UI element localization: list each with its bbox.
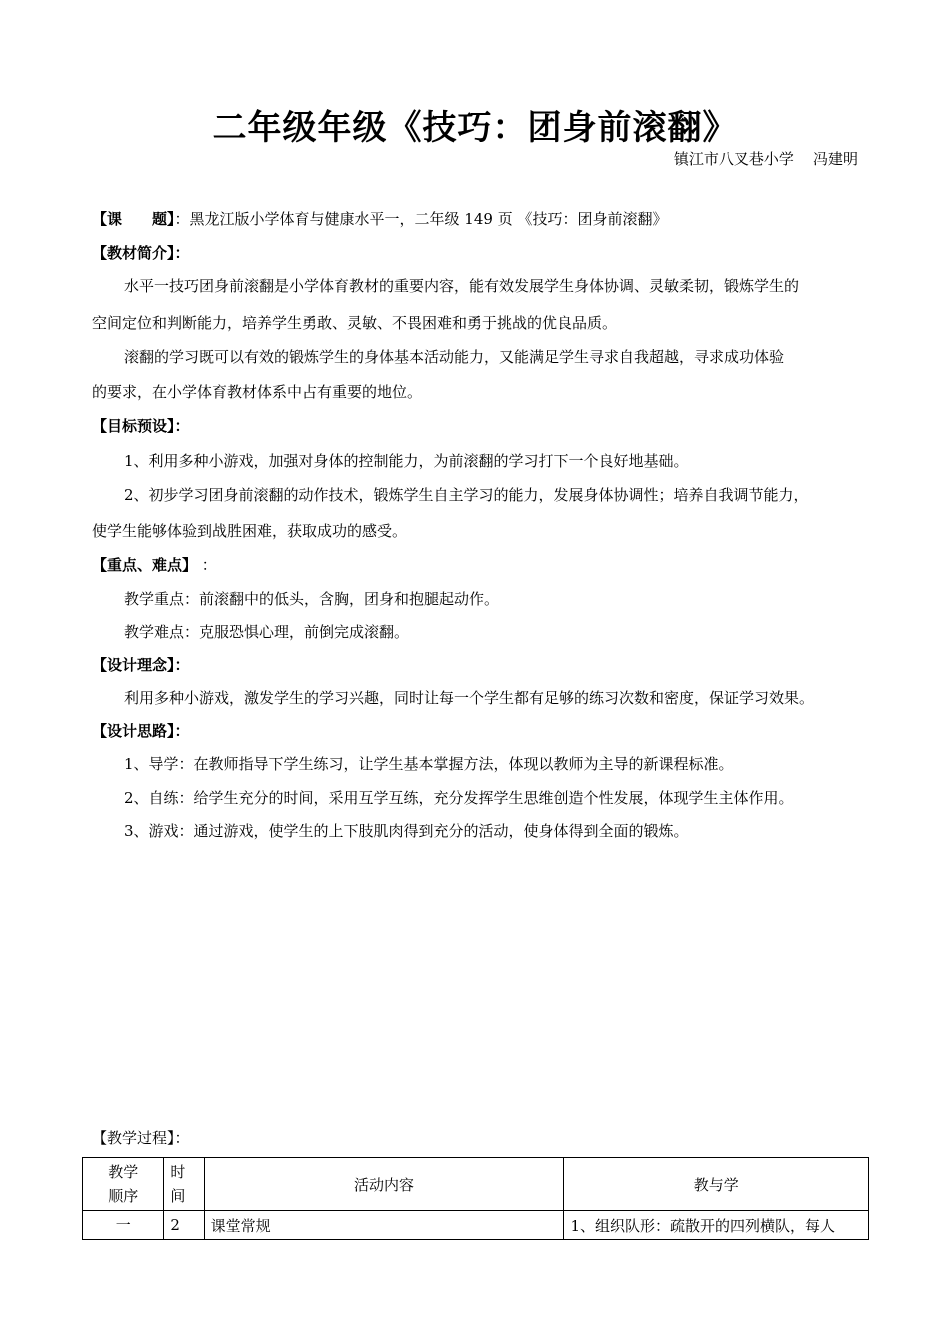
goals-heading-line — [92, 416, 190, 436]
header-time-line-2: 间 — [170, 1187, 186, 1205]
concept-text: 利用多种小游戏，激发学生的学习兴趣，同时让每一个学生都有足够的练习次数和密度，保证学习效果。 — [124, 689, 815, 707]
process-table — [82, 1157, 869, 1240]
concept-colon: ： — [174, 656, 190, 674]
header-order-line-2: 顺序 — [108, 1187, 139, 1205]
goals-heading: 【目标预设】 — [92, 417, 175, 435]
row-order: 一 — [83, 1211, 164, 1240]
goal-1: 1、利用多种小游戏，加强对身体的控制能力，为前滚翻的学习打下一个良好地基础。 — [124, 452, 689, 470]
author-line: 镇江市八叉巷小学 冯建明 — [673, 150, 858, 168]
intro-heading: 【教材简介】 — [92, 244, 175, 262]
topic-line — [92, 209, 667, 229]
idea-2: 2、自练：给学生充分的时间，采用互学互练，充分发挥学生思维创造个性发展，体现学生主体作用。 — [124, 789, 794, 807]
intro-paragraph-1-line-2: 空间定位和判断能力，培养学生勇敢、灵敏、不畏困难和勇于挑战的优良品质。 — [92, 314, 618, 332]
intro-paragraph-2-line-1: 滚翻的学习既可以有效的锻炼学生的身体基本活动能力，又能满足学生寻求自我超越，寻求成功体验 — [124, 348, 785, 366]
ideas-colon: ： — [174, 722, 190, 740]
teaching-difficulty: 教学难点：克服恐惧心理，前倒完成滚翻。 — [124, 623, 410, 641]
row-activity: 课堂常规 — [204, 1211, 564, 1240]
topic-text: 黑龙江版小学体育与健康水平一，二年级 149 页 《技巧：团身前滚翻》 — [189, 210, 668, 228]
intro-paragraph-2-line-2: 的要求，在小学体育教材体系中占有重要的地位。 — [92, 383, 423, 401]
header-order — [83, 1158, 164, 1211]
row-teaching: 1、组织队形：疏散开的四列横队，每人 — [564, 1211, 869, 1240]
intro-colon: ： — [174, 244, 190, 262]
goal-2-line-1: 2、初步学习团身前滚翻的动作技术，锻炼学生自主学习的能力，发展身体协调性；培养自我调节能力， — [124, 486, 809, 504]
key-points-heading: 【重点、难点】 — [92, 556, 198, 574]
row-time: 2 — [164, 1211, 204, 1240]
header-time-line-1: 时 — [170, 1163, 186, 1181]
table-header-row — [83, 1158, 869, 1211]
ideas-heading-line — [92, 721, 190, 741]
concept-heading: 【设计理念】 — [92, 656, 175, 674]
intro-paragraph-1-line-1: 水平一技巧团身前滚翻是小学体育教材的重要内容，能有效发展学生身体协调、灵敏柔韧，锻炼学生的 — [124, 277, 800, 295]
header-teaching: 教与学 — [564, 1158, 869, 1211]
teaching-focus: 教学重点：前滚翻中的低头，含胸，团身和抱腿起动作。 — [124, 590, 500, 608]
goals-colon: ： — [174, 417, 190, 435]
idea-1: 1、导学：在教师指导下学生练习，让学生基本掌握方法，体现以教师为主导的新课程标准。 — [124, 755, 734, 773]
process-heading: 【教学过程】： — [92, 1129, 190, 1147]
header-activity: 活动内容 — [204, 1158, 564, 1211]
goal-2-line-2: 使学生能够体验到战胜困难，获取成功的感受。 — [92, 522, 408, 540]
header-time — [164, 1158, 204, 1211]
intro-heading-line — [92, 243, 190, 263]
document-title: 二年级年级《技巧：团身前滚翻》 — [212, 108, 738, 148]
table-row — [83, 1211, 869, 1240]
idea-3: 3、游戏：通过游戏，使学生的上下肢肌肉得到充分的活动，使身体得到全面的锻炼。 — [124, 822, 689, 840]
key-points-colon: ： — [197, 556, 217, 574]
topic-heading: 【课 题】 — [92, 210, 175, 228]
topic-colon: ： — [174, 210, 190, 228]
key-points-heading-line — [92, 555, 217, 575]
concept-heading-line — [92, 655, 190, 675]
ideas-heading: 【设计思路】 — [92, 722, 175, 740]
header-order-line-1: 教学 — [108, 1163, 139, 1181]
